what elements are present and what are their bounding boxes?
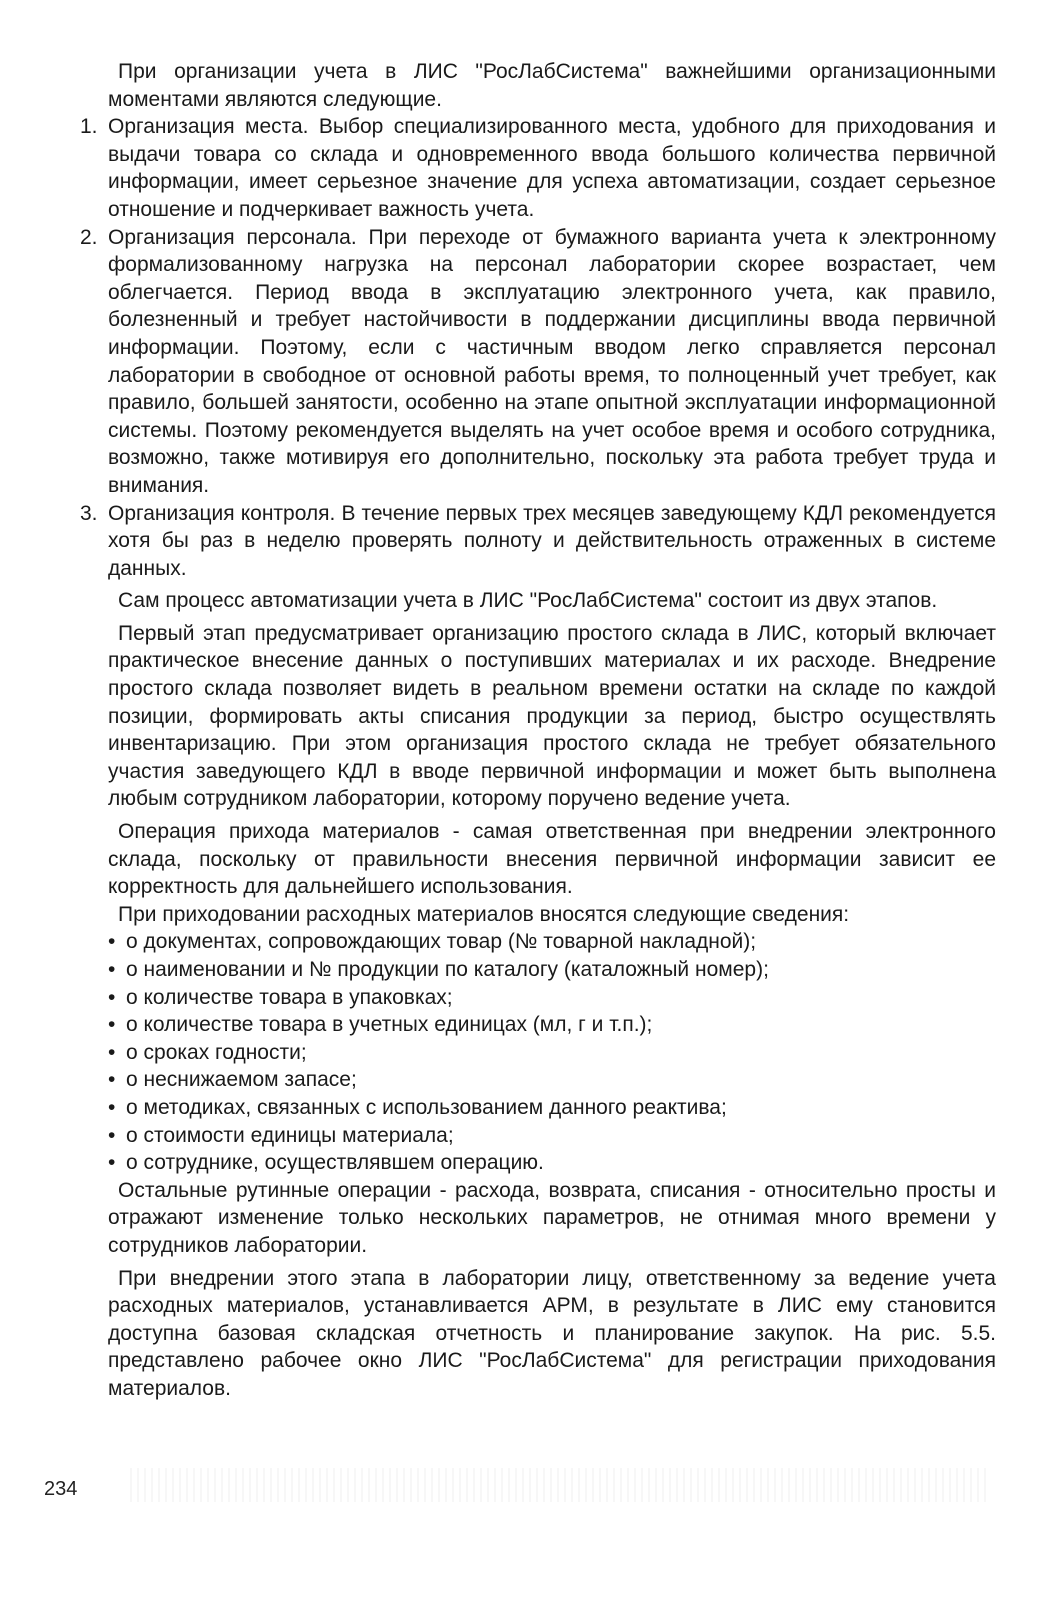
bullet-item: • о сроках годности; xyxy=(108,1039,996,1067)
item-number: 3. xyxy=(80,501,98,525)
scan-artifact xyxy=(130,1468,990,1502)
item-text: Организация персонала. При переходе от бумажного варианта учета к электронному формализованному нагрузка на персонал лаборатории скорее возрастает, чем облегчается. Период ввода в эксплуатацию электронного учета, как правило, болезненный и требует настойчивости в поддержании дисциплины ввода первичной информации. Поэтому, если с частичным вводом легко справляется персонал лаборатории в свободное от основной работы время, то полноценный учет требует, как правило, большей занятости, особенно на этапе опытной эксплуатации информационной системы. Поэтому рекомендуется выделять на учет особое время и особого сотрудника, возможно, также мотивируя его дополнительно, поскольку эта работа требует труда и внимания. xyxy=(108,225,996,497)
bullet-item: • о методиках, связанных с использованием данного реактива; xyxy=(108,1094,996,1122)
paragraph: Первый этап предусматривает организацию простого склада в ЛИС, который включает практическое внесение данных о поступивших материалах и их расходе. Внедрение простого склада позволяет видеть в реальном времени остатки на складе по каждой позиции, формировать акты списания продукции за период, быстро осуществлять инвентаризацию. При этом организация простого склада не требует обязательного участия заведующего КДЛ в вводе первичной информации и может быть выполнена любым сотрудником лаборатории, которому поручено ведение учета. xyxy=(108,621,996,811)
numbered-list xyxy=(80,113,996,582)
numbered-item xyxy=(80,500,996,583)
bullet-item: • о неснижаемом запасе; xyxy=(108,1066,996,1094)
item-number: 2. xyxy=(80,225,98,249)
paragraph: Операция прихода материалов - самая ответственная при внедрении электронного склада, поскольку от правильности внесения первичной информации зависит ее корректность для дальнейшего использования. xyxy=(108,820,996,899)
bullet-item: • о наименовании и № продукции по каталогу (каталожный номер); xyxy=(108,956,996,984)
numbered-item xyxy=(80,113,996,223)
paragraph: Сам процесс автоматизации учета в ЛИС "РосЛабСистема" состоит из двух этапов. xyxy=(118,589,938,613)
bullet-list xyxy=(108,928,996,1176)
item-text: Организация места. Выбор специализированного места, удобного для приходования и выдачи товара со склада и одновременного ввода большого количества первичной информации, имеет серьезное значение для успеха автоматизации, создает серьезное отношение и подчеркивает важность учета. xyxy=(108,115,996,221)
paragraph: При приходовании расходных материалов вносятся следующие сведения: xyxy=(118,902,850,926)
bullet-item: • о стоимости единицы материала; xyxy=(108,1122,996,1150)
paragraph: При внедрении этого этапа в лаборатории лицу, ответственному за ведение учета расходных материалов, устанавливается АРМ, в результате в ЛИС ему становится доступна базовая складская отчетность и планирование закупок. На рис. 5.5. представлено рабочее окно ЛИС "РосЛабСистема" для регистрации приходования материалов. xyxy=(108,1266,996,1400)
bullet-item: • о документах, сопровождающих товар (№ товарной накладной); xyxy=(108,928,996,956)
page-number: 234 xyxy=(44,1478,78,1500)
body-text xyxy=(80,58,996,1403)
bullet-item: • о сотруднике, осуществлявшем операцию. xyxy=(108,1149,996,1177)
bullet-item: • о количестве товара в упаковках; xyxy=(108,984,996,1012)
paragraph: Остальные рутинные операции - расхода, возврата, списания - относительно просты и отражают изменение только нескольких параметров, не отнимая много времени у сотрудников лаборатории. xyxy=(108,1178,996,1257)
item-text: Организация контроля. В течение первых трех месяцев заведующему КДЛ рекомендуется хотя бы раз в неделю проверять полноту и действительность отраженных в системе данных. xyxy=(108,501,996,580)
bullet-item: • о количестве товара в учетных единицах (мл, г и т.п.); xyxy=(108,1011,996,1039)
item-number: 1. xyxy=(80,115,98,139)
intro-paragraph: При организации учета в ЛИС "РосЛабСистема" важнейшими организационными моментами являются следующие. xyxy=(108,60,996,111)
numbered-item xyxy=(80,224,996,500)
